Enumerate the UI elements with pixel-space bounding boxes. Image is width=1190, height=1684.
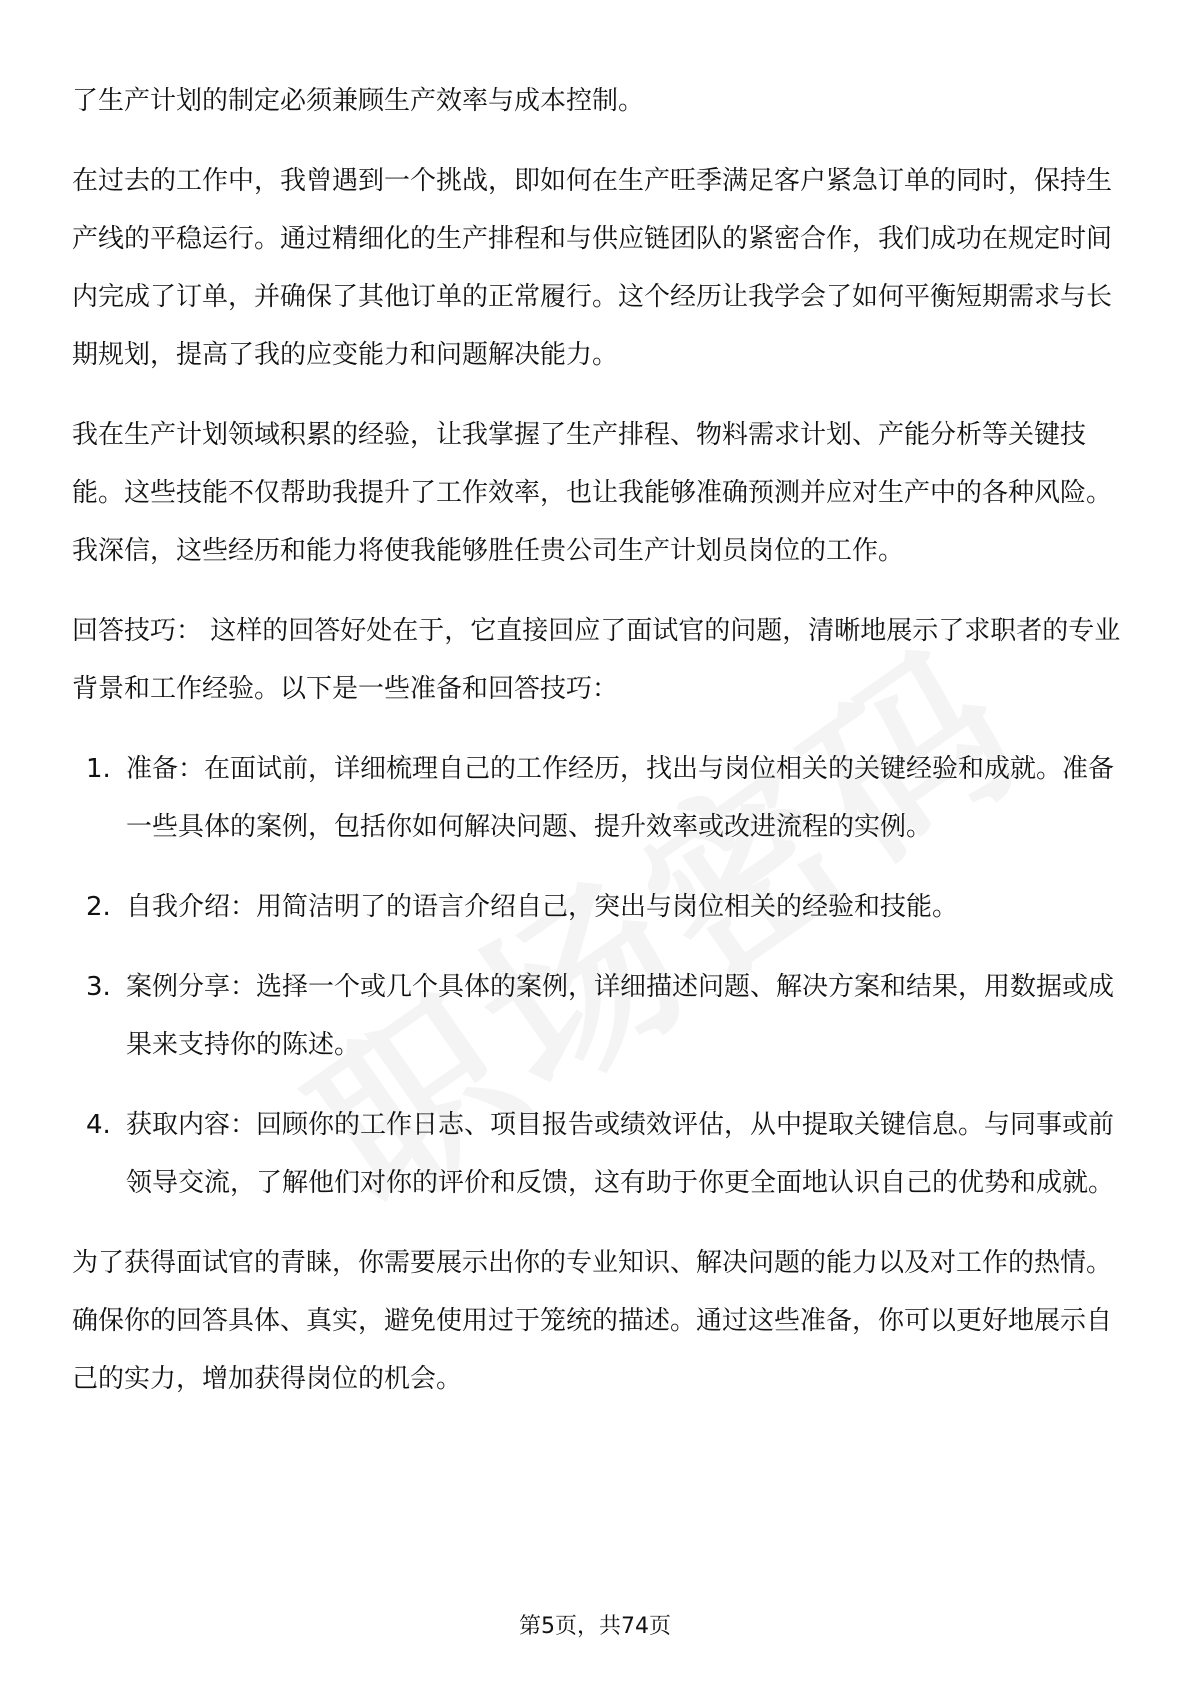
tips-list bbox=[72, 740, 1132, 1212]
answer-tips-paragraph: 回答技巧： 这样的回答好处在于，它直接回应了面试官的问题，清晰地展示了求职者的专业背景和工作经验。以下是一些准备和回答技巧： bbox=[72, 616, 1121, 704]
list-item-number: 1. bbox=[86, 754, 111, 784]
list-item-text: 获取内容：回顾你的工作日志、项目报告或绩效评估，从中提取关键信息。与同事或前领导交流，了解他们对你的评价和反馈，这有助于你更全面地认识自己的优势和成就。 bbox=[126, 1110, 1115, 1198]
list-item-text: 案例分享：选择一个或几个具体的案例，详细描述问题、解决方案和结果，用数据或成果来支持你的陈述。 bbox=[126, 972, 1115, 1060]
closing-paragraph: 为了获得面试官的青睐，你需要展示出你的专业知识、解决问题的能力以及对工作的热情。确保你的回答具体、真实，避免使用过于笼统的描述。通过这些准备，你可以更好地展示自己的实力，增加获得岗位的机会。 bbox=[72, 1248, 1113, 1394]
list-item bbox=[72, 740, 1132, 856]
list-item-number: 4. bbox=[86, 1110, 111, 1140]
paragraph: 了生产计划的制定必须兼顾生产效率与成本控制。 bbox=[72, 86, 645, 116]
list-item bbox=[72, 1096, 1132, 1212]
list-item bbox=[72, 958, 1132, 1074]
list-item-text: 自我介绍：用简洁明了的语言介绍自己，突出与岗位相关的经验和技能。 bbox=[126, 892, 959, 922]
paragraph: 我在生产计划领域积累的经验，让我掌握了生产排程、物料需求计划、产能分析等关键技能。这些技能不仅帮助我提升了工作效率，也让我能够准确预测并应对生产中的各种风险。我深信，这些经历和能力将使我能够胜任贵公司生产计划员岗位的工作。 bbox=[72, 420, 1113, 566]
list-item-number: 3. bbox=[86, 972, 111, 1002]
list-item-text: 准备：在面试前，详细梳理自己的工作经历，找出与岗位相关的关键经验和成就。准备一些具体的案例，包括你如何解决问题、提升效率或改进流程的实例。 bbox=[126, 754, 1115, 842]
paragraph: 在过去的工作中，我曾遇到一个挑战，即如何在生产旺季满足客户紧急订单的同时，保持生产线的平稳运行。通过精细化的生产排程和与供应链团队的紧密合作，我们成功在规定时间内完成了订单，并确保了其他订单的正常履行。这个经历让我学会了如何平衡短期需求与长期规划，提高了我的应变能力和问题解决能力。 bbox=[72, 166, 1113, 370]
list-item bbox=[72, 878, 1132, 936]
page-number-footer: 第5页，共74页 bbox=[519, 1614, 671, 1639]
document-body bbox=[72, 72, 1132, 1430]
list-item-number: 2. bbox=[86, 892, 111, 922]
